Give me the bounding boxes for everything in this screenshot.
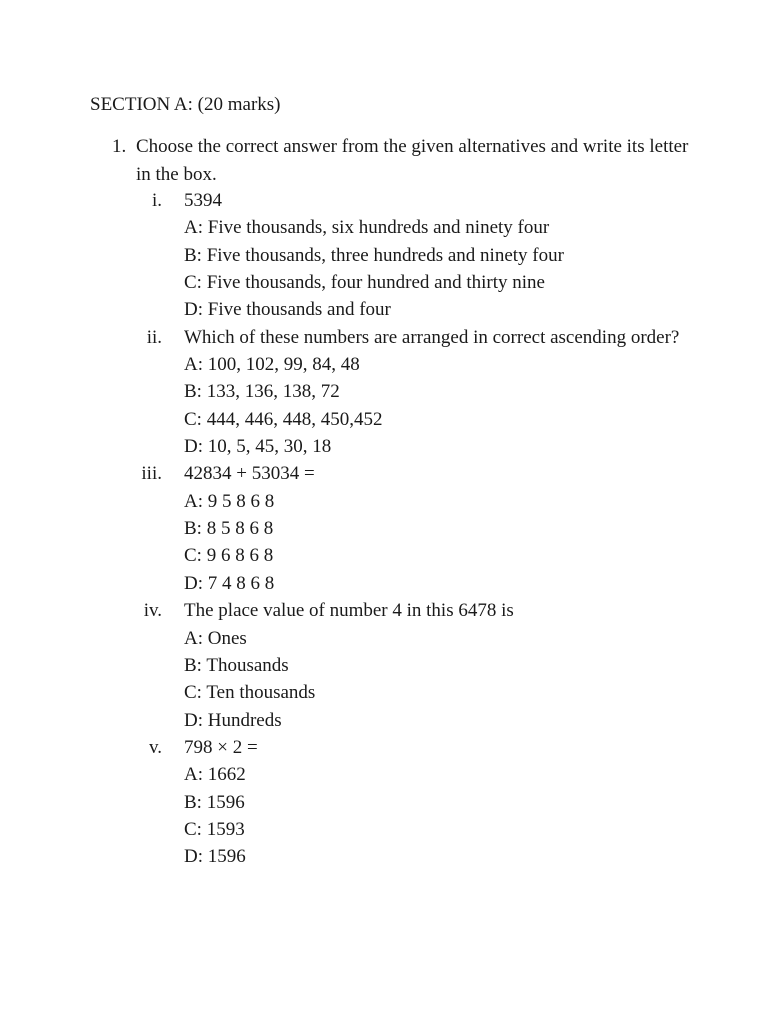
sub-question-body: [184, 187, 684, 324]
sub-question-numeral: v.: [148, 736, 162, 758]
option-a: A: 100, 102, 99, 84, 48: [184, 354, 360, 376]
option-d: D: 7 4 8 6 8: [184, 572, 275, 594]
sub-question-list: [136, 187, 696, 871]
option-a: A: 1662: [184, 764, 246, 786]
option-b: B: Thousands: [184, 654, 289, 676]
sub-question-prompt: 798 × 2 =: [184, 736, 258, 758]
sub-question-iii: [136, 460, 696, 597]
sub-question-ii: [136, 324, 696, 461]
option-b: B: 8 5 8 6 8: [184, 518, 274, 540]
sub-question-numeral: ii.: [146, 326, 162, 348]
option-b: B: 133, 136, 138, 72: [184, 381, 340, 403]
sub-question-body: [184, 734, 684, 871]
sub-question-iv: [136, 597, 696, 734]
sub-question-body: [184, 597, 684, 734]
option-c: C: Ten thousands: [184, 682, 316, 704]
option-b: B: 1596: [184, 791, 245, 813]
sub-question-body: [184, 324, 684, 461]
option-c: C: 1593: [184, 818, 245, 840]
sub-question-prompt: 42834 + 53034 =: [184, 463, 315, 485]
sub-question-numeral: iv.: [143, 600, 162, 622]
sub-question-body: [184, 460, 684, 597]
option-c: C: 444, 446, 448, 450,452: [184, 408, 383, 430]
option-a: A: Five thousands, six hundreds and ninety four: [184, 217, 550, 239]
question-number: 1.: [112, 136, 127, 157]
option-c: C: Five thousands, four hundred and thirty nine: [184, 272, 545, 294]
question-instruction: Choose the correct answer from the given alternatives and write its letter in the box.: [136, 136, 689, 185]
option-b: B: Five thousands, three hundreds and ninety four: [184, 244, 564, 266]
sub-question-prompt: 5394: [184, 190, 222, 211]
option-d: D: 1596: [184, 846, 246, 868]
sub-question-v: [136, 734, 696, 871]
option-a: A: Ones: [184, 627, 247, 649]
option-d: D: 10, 5, 45, 30, 18: [184, 436, 332, 458]
option-c: C: 9 6 8 6 8: [184, 545, 274, 567]
option-d: D: Hundreds: [184, 709, 282, 731]
section-title: SECTION A: (20 marks): [90, 94, 281, 115]
option-a: A: 9 5 8 6 8: [184, 490, 275, 512]
sub-question-numeral: i.: [151, 190, 162, 211]
option-d: D: Five thousands and four: [184, 299, 391, 321]
sub-question-prompt: Which of these numbers are arranged in correct ascending order?: [184, 326, 680, 348]
sub-question-prompt: The place value of number 4 in this 6478 is: [184, 600, 514, 622]
sub-question-i: [136, 187, 696, 324]
sub-question-numeral: iii.: [141, 463, 162, 485]
